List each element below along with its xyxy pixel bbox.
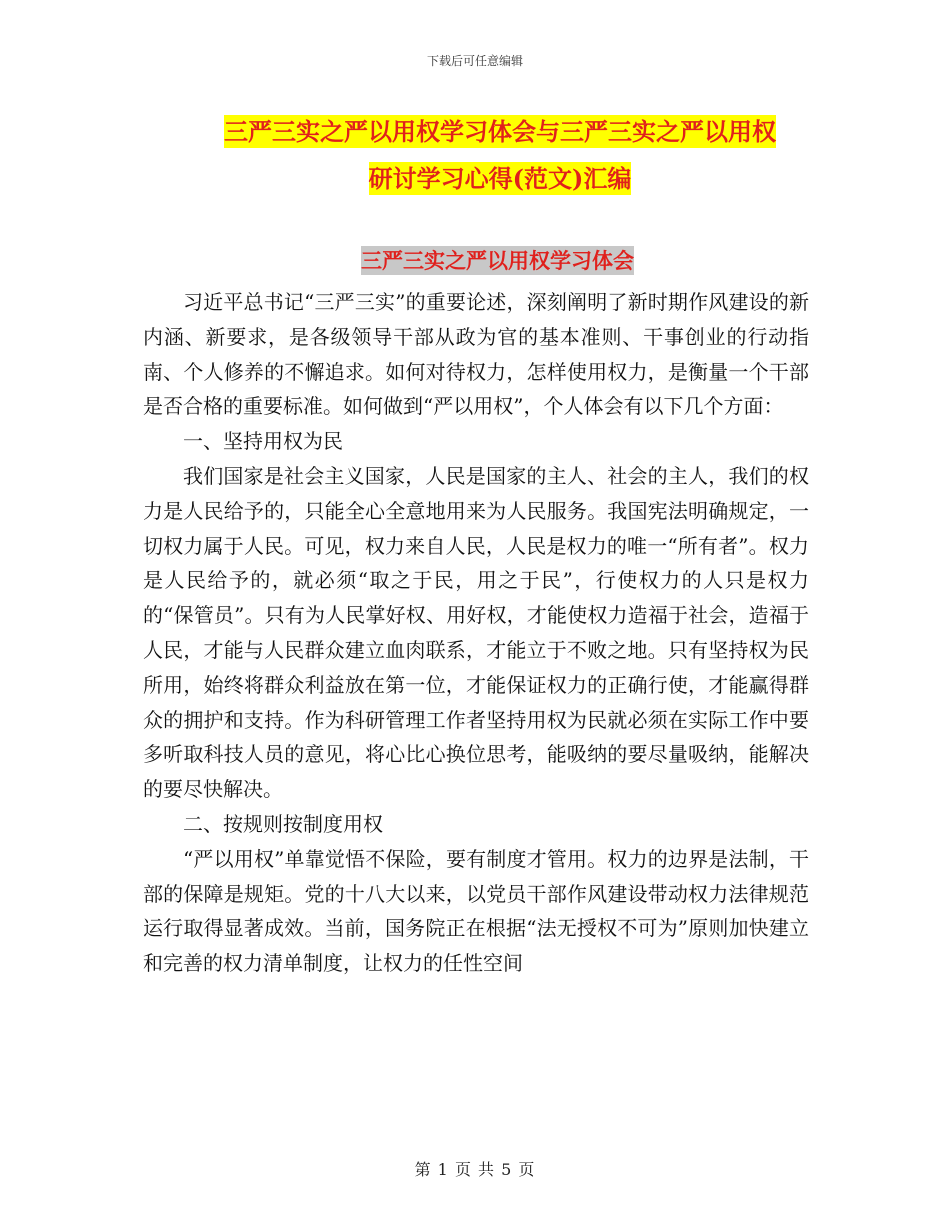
heading-point-1: 一、坚持用权为民: [183, 429, 343, 454]
section-title-text: 三严三实之严以用权学习体会: [361, 248, 634, 273]
page-header-note: 下载后可任意编辑: [426, 54, 523, 68]
paragraph-intro: 习近平总书记“三严三实”的重要论述，深刻阐明了新时期作风建设的新内涵、新要求，是各级领导干部从政为官的基本准则、干事创业的行动指南、个人修养的不懈追求。如何对待权力，怎样使用权力，是衡量一个干部是否合格的重要标准。如何做到“严以用权”，个人体会有以下几个方面：: [143, 290, 809, 419]
paragraph-point-2: “严以用权”单靠觉悟不保险，要有制度才管用。权力的边界是法制，干部的保障是规矩。党的十八大以来，以党员干部作风建设带动权力法律规范运行取得显著成效。当前，国务院正在根据“法无授权不可为”原则加快建立和完善的权力清单制度，让权力的任性空间: [143, 846, 809, 976]
document-body: [143, 285, 809, 981]
paragraph-point-1: 我们国家是社会主义国家，人民是国家的主人、社会的主人，我们的权力是人民给予的，只能全心全意地用来为人民服务。我国宪法明确规定，一切权力属于人民。可见，权力来自人民，人民是权力的唯一“所有者”。权力是人民给予的，就必须“取之于民，用之于民”，行使权力的人只是权力的“保管员”。只有为人民掌好权、用好权，才能使权力造福于社会，造福于人民，才能与人民群众建立血肉联系，才能立于不败之地。只有坚持权为民所用，始终将群众利益放在第一位，才能保证权力的正确行使，才能赢得群众的拥护和支持。作为科研管理工作者坚持用权为民就必须在实际工作中要多听取科技人员的意见，将心比心换位思考，能吸纳的要尽量吸纳，能解决的要尽快解决。: [143, 463, 809, 802]
section-title: [0, 243, 950, 279]
document-title-line-2: 研讨学习心得(范文)汇编: [368, 164, 632, 193]
page-number: 第 1 页 共 5 页: [414, 1160, 536, 1179]
document-title-line-1: 三严三实之严以用权学习体会与三严三实之严以用权: [224, 117, 776, 146]
heading-point-2: 二、按规则按制度用权: [183, 811, 383, 836]
document-title: [130, 108, 870, 202]
